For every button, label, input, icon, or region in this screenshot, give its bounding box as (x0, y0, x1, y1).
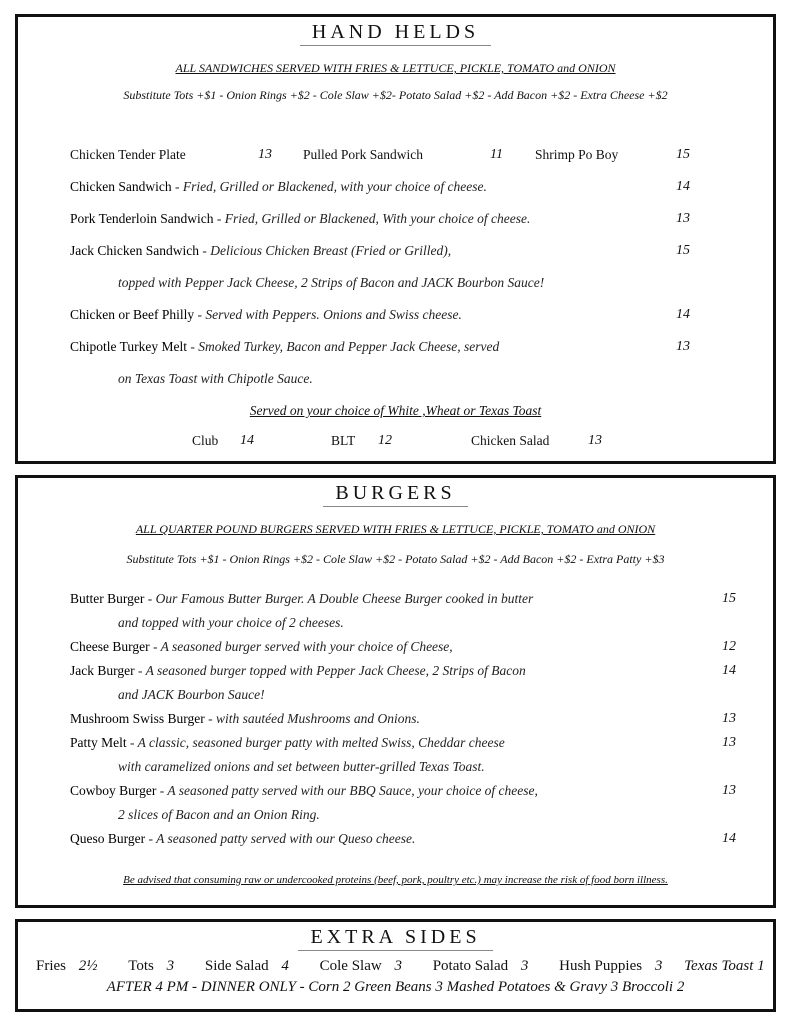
item-price: 14 (722, 831, 736, 846)
item-description: and JACK Bourbon Sauce! (118, 687, 265, 702)
side-item: Potato Salad 3 (432, 958, 529, 974)
dinner-sides: AFTER 4 PM - DINNER ONLY - Corn 2 Green Beans 3 Mashed Potatoes & Gravy 3 Broccoli 2 (106, 979, 685, 995)
menu-item: Chicken or Beef Philly - Served with Peppers. Onions and Swiss cheese. (70, 307, 462, 322)
sides-title: EXTRA SIDES (18, 926, 773, 951)
item-description: topped with Pepper Jack Cheese, 2 Strips of Bacon and JACK Bourbon Sauce! (118, 275, 545, 290)
handhelds-substitute: Substitute Tots +$1 - Onion Rings +$2 - Cole Slaw +$2- Potato Salad +$2 - Add Bacon +$2 - Extra Cheese +$2 (123, 88, 668, 102)
menu-item: Club (192, 433, 219, 448)
menu-item: Jack Burger - A seasoned burger topped with Pepper Jack Cheese, 2 Strips of Bacon (70, 663, 526, 678)
side-item: Cole Slaw 3 (319, 958, 402, 974)
item-price: 13 (588, 433, 602, 448)
menu-item: Jack Chicken Sandwich - Delicious Chicken Breast (Fried or Grilled), (70, 243, 452, 258)
menu-item: Shrimp Po Boy (535, 147, 619, 162)
menu-item: Chicken Salad (471, 433, 550, 448)
item-price: 13 (722, 735, 736, 750)
sides-section (15, 919, 776, 1012)
menu-item: Pulled Pork Sandwich (303, 147, 423, 162)
item-price: 12 (378, 433, 392, 448)
menu-item: Mushroom Swiss Burger - with sautéed Mushrooms and Onions. (70, 711, 420, 726)
side-item: Hush Puppies 3 (559, 958, 663, 974)
side-item: Fries 2½ (36, 958, 98, 974)
menu-item: Butter Burger - Our Famous Butter Burger. A Double Cheese Burger cooked in butter (70, 591, 534, 606)
menu-item: Chicken Tender Plate (70, 147, 186, 162)
toast-note: Served on your choice of White ,Wheat or Texas Toast (249, 403, 542, 418)
handhelds-note: ALL SANDWICHES SERVED WITH FRIES & LETTUCE, PICKLE, TOMATO and ONION (175, 61, 616, 75)
item-price: 14 (722, 663, 736, 678)
burgers-title: BURGERS (18, 482, 773, 507)
handhelds-section (15, 14, 776, 464)
health-advisory: Be advised that consuming raw or undercooked proteins (beef, pork, poultry etc.) may increase the risk of food born illness. (123, 874, 668, 886)
menu-item: Patty Melt - A classic, seasoned burger patty with melted Swiss, Cheddar cheese (70, 735, 505, 750)
item-price: 13 (676, 211, 690, 226)
item-price: 11 (490, 147, 503, 162)
item-description: on Texas Toast with Chipotle Sauce. (118, 371, 313, 386)
menu-item: Queso Burger - A seasoned patty served with our Queso cheese. (70, 831, 416, 846)
menu-item: Cowboy Burger - A seasoned patty served with our BBQ Sauce, your choice of cheese, (70, 783, 538, 798)
menu-item: Pork Tenderloin Sandwich - Fried, Grilled or Blackened, With your choice of cheese. (70, 211, 531, 226)
side-item: Tots 3 (128, 958, 175, 974)
menu-item: Chicken Sandwich - Fried, Grilled or Blackened, with your choice of cheese. (70, 179, 487, 194)
menu-item: Chipotle Turkey Melt - Smoked Turkey, Bacon and Pepper Jack Cheese, served (70, 339, 500, 354)
side-item: Texas Toast 1 (684, 958, 765, 974)
item-price: 12 (722, 639, 736, 654)
item-price: 13 (722, 783, 736, 798)
item-price: 13 (676, 339, 690, 354)
item-description: 2 slices of Bacon and an Onion Ring. (118, 807, 320, 822)
item-price: 13 (722, 711, 736, 726)
handhelds-title: HAND HELDS (18, 21, 773, 46)
menu-item: Cheese Burger - A seasoned burger served with your choice of Cheese, (70, 639, 453, 654)
item-price: 13 (258, 147, 272, 162)
item-price: 14 (676, 179, 690, 194)
sides-list (18, 958, 773, 975)
item-price: 15 (722, 591, 736, 606)
burgers-note: ALL QUARTER POUND BURGERS SERVED WITH FRIES & LETTUCE, PICKLE, TOMATO and ONION (135, 522, 656, 536)
item-description: with caramelized onions and set between butter-grilled Texas Toast. (118, 759, 485, 774)
item-price: 14 (676, 307, 690, 322)
item-price: 15 (676, 243, 690, 258)
item-price: 14 (240, 433, 254, 448)
burgers-substitute: Substitute Tots +$1 - Onion Rings +$2 - Cole Slaw +$2 - Potato Salad +$2 - Add Bacon +$2 - Extra Patty +$3 (126, 552, 665, 566)
burgers-section (15, 475, 776, 908)
item-description: and topped with your choice of 2 cheeses. (118, 615, 344, 630)
item-price: 15 (676, 147, 690, 162)
menu-item: BLT (331, 433, 356, 448)
side-item: Side Salad 4 (204, 958, 289, 974)
